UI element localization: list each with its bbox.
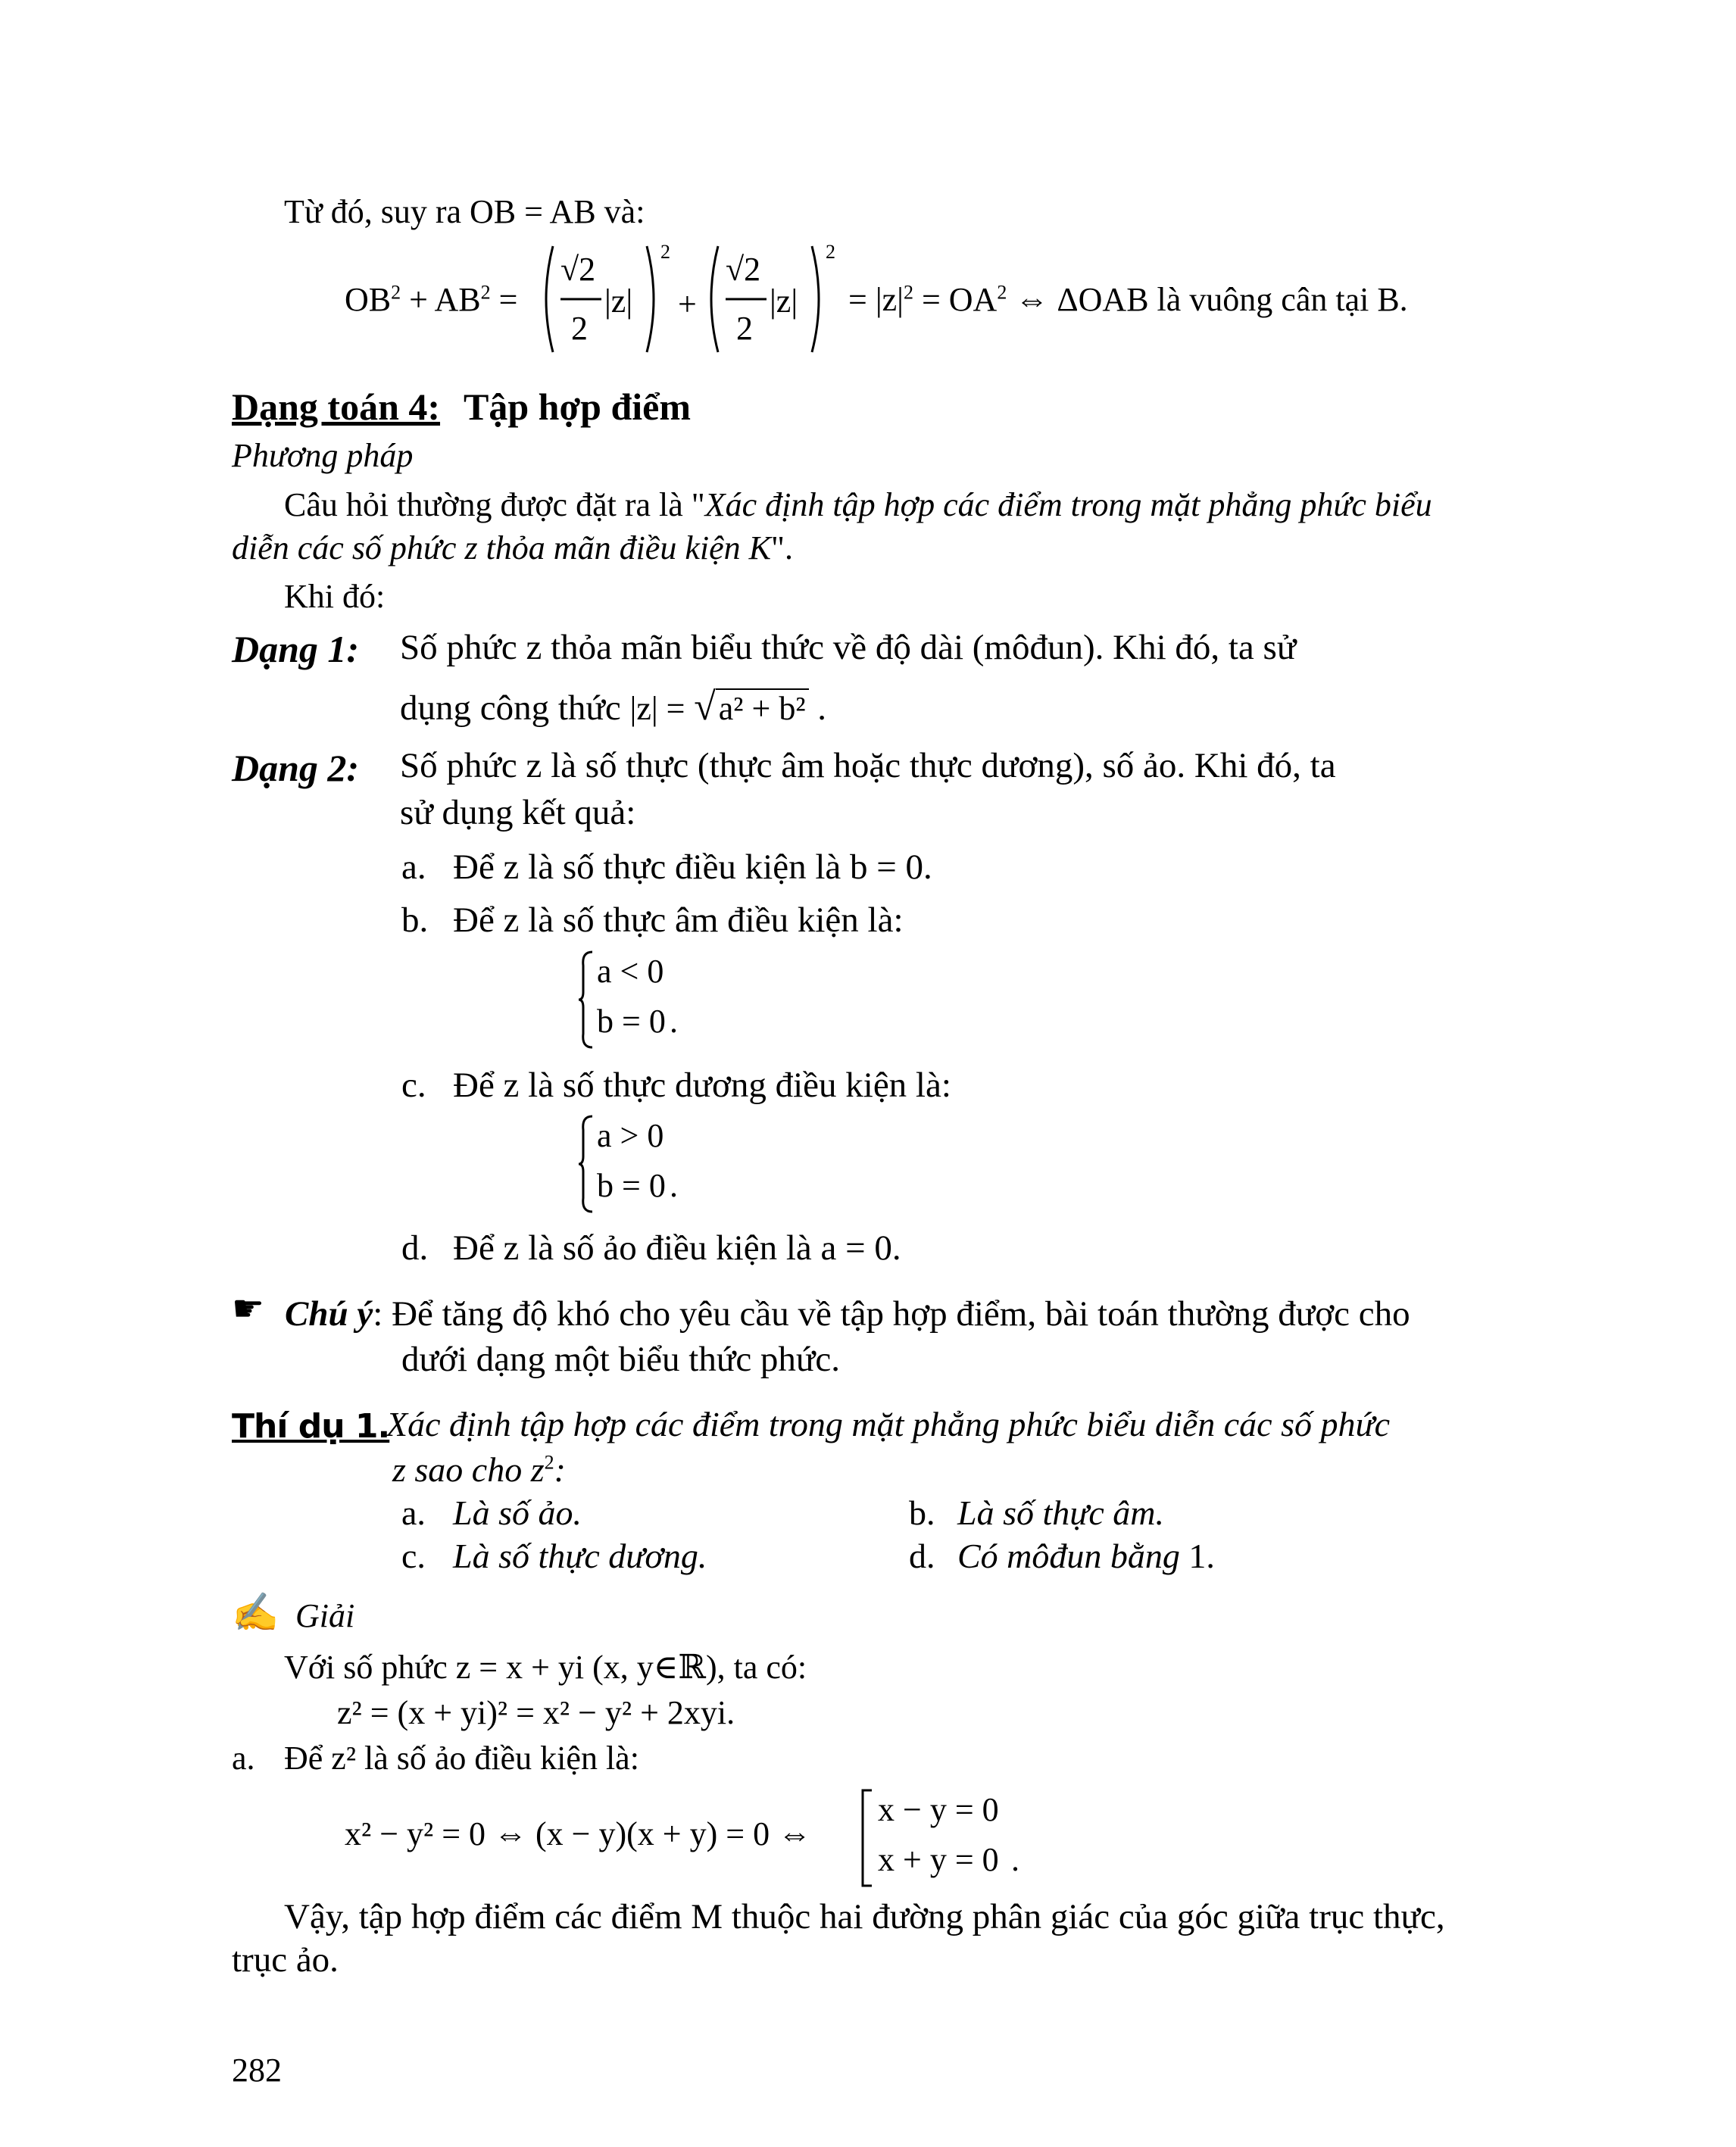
dang2-line1: Số phức z là số thực (thực âm hoặc thực dương), số ảo. Khi đó, ta bbox=[400, 746, 1336, 785]
dang1-line2: dụng công thức |z| = √a² + b² . bbox=[400, 685, 827, 729]
solution-line2: z² = (x + yi)² = x² − y² + 2xyi. bbox=[337, 1694, 735, 1731]
note-line2: dưới dạng một biểu thức phức. bbox=[401, 1340, 841, 1379]
system-c-dot: . bbox=[670, 1167, 678, 1204]
system-b-dot: . bbox=[670, 1003, 678, 1040]
solution-system-line1: x − y = 0 bbox=[878, 1791, 999, 1828]
opt-d-label: d. bbox=[909, 1537, 935, 1575]
opt-d: Có môđun bằng 1. bbox=[957, 1537, 1215, 1575]
dang1-label: Dạng 1: bbox=[232, 628, 360, 670]
absz-2: |z| bbox=[770, 282, 798, 320]
brace-c-icon bbox=[577, 1115, 594, 1213]
opt-c: Là số thực dương. bbox=[453, 1537, 707, 1575]
solution-system-dot: . bbox=[1011, 1841, 1019, 1878]
dang2-line2: sử dụng kết quả: bbox=[400, 793, 636, 832]
section-label: Dạng toán 4: bbox=[232, 385, 441, 428]
solution-system-line2: x + y = 0 bbox=[878, 1841, 999, 1878]
section-title: Tập hợp điểm bbox=[464, 385, 691, 428]
dang2-a-text: Để z là số thực điều kiện là b = 0. bbox=[453, 847, 932, 887]
system-b-line2: b = 0 bbox=[597, 1003, 666, 1040]
sqrt-symbol: √ bbox=[694, 685, 716, 729]
question-line-1: Câu hỏi thường được đặt ra là "Xác định tập hợp các điểm trong mặt phẳng phức biểu bbox=[284, 486, 1432, 523]
system-c-line2: b = 0 bbox=[597, 1167, 666, 1204]
solution-a-label: a. bbox=[232, 1740, 255, 1777]
dang2-label: Dạng 2: bbox=[232, 747, 360, 789]
dang2-a-label: a. bbox=[401, 847, 426, 887]
dang2-d-text: Để z là số ảo điều kiện là a = 0. bbox=[453, 1228, 901, 1268]
sqrt2-num-1: √2 bbox=[560, 251, 596, 288]
opt-b-label: b. bbox=[909, 1493, 935, 1532]
khi-do: Khi đó: bbox=[284, 578, 386, 615]
fraction-group-2 bbox=[704, 242, 826, 356]
system-c-line1: a > 0 bbox=[597, 1117, 664, 1154]
dang2-c-label: c. bbox=[401, 1066, 426, 1105]
sq-1: 2 bbox=[660, 241, 670, 263]
intro-line: Từ đó, suy ra OB = AB và: bbox=[284, 193, 645, 230]
conclusion-line2: trục ảo. bbox=[232, 1940, 339, 1980]
dang2-b-label: b. bbox=[401, 900, 429, 940]
system-b-line1: a < 0 bbox=[597, 953, 664, 990]
solution-line1: Với số phức z = x + yi (x, y∈ℝ), ta có: bbox=[284, 1649, 807, 1686]
den-2: 2 bbox=[736, 310, 753, 347]
sq-2: 2 bbox=[826, 241, 835, 263]
example-label: Thí dụ 1. bbox=[232, 1407, 390, 1446]
method-heading: Phương pháp bbox=[232, 437, 414, 474]
note-line1: Chú ý: Để tăng độ khó cho yêu cầu về tập hợp điểm, bài toán thường được cho bbox=[285, 1294, 1410, 1334]
paren-pair-1 bbox=[539, 242, 660, 356]
brace-b-icon bbox=[577, 950, 594, 1049]
example-line1: Xác định tập hợp các điểm trong mặt phẳng phức biểu diễn các số phức bbox=[386, 1405, 1390, 1443]
paren-pair-2 bbox=[704, 242, 826, 356]
intro-eq-rhs: = $|z|^2 = OA^2$ ⇔ ΔOAB là vuông cân tại B. bbox=[848, 281, 1408, 318]
dang2-d-label: d. bbox=[401, 1228, 429, 1268]
sqrt2-num-2: √2 bbox=[726, 251, 761, 288]
conclusion-line1: Vậy, tập hợp điểm các điểm M thuộc hai đường phân giác của góc giữa trục thực, bbox=[284, 1897, 1445, 1936]
bracket-icon bbox=[860, 1789, 875, 1887]
den-1: 2 bbox=[571, 310, 588, 347]
fraction-group-1 bbox=[539, 242, 660, 356]
solution-a-text: Để z² là số ảo điều kiện là: bbox=[284, 1740, 639, 1777]
plus-1: + bbox=[678, 286, 697, 323]
question-line-2: diễn các số phức z thỏa mãn điều kiện K". bbox=[232, 529, 793, 566]
opt-b: Là số thực âm. bbox=[957, 1493, 1164, 1532]
dang2-b-text: Để z là số thực âm điều kiện là: bbox=[453, 900, 904, 940]
dang2-c-text: Để z là số thực dương điều kiện là: bbox=[453, 1066, 951, 1105]
pointing-hand-icon: ☛ bbox=[232, 1289, 265, 1329]
pen-icon: ✍ bbox=[232, 1591, 279, 1634]
intro-eq-lhs: $OB^2 + AB^2$ = bbox=[345, 281, 518, 318]
solution-label: Giải bbox=[295, 1597, 355, 1634]
solution-eq: x² − y² = 0 ⇔ (x − y)(x + y) = 0 ⇔ bbox=[345, 1815, 812, 1852]
opt-a: Là số ảo. bbox=[453, 1493, 582, 1532]
page-number: 282 bbox=[232, 2052, 282, 2089]
absz-1: |z| bbox=[604, 282, 633, 320]
dang1-line1: Số phức z thỏa mãn biểu thức về độ dài (môđun). Khi đó, ta sử bbox=[400, 628, 1297, 667]
opt-c-label: c. bbox=[401, 1537, 426, 1575]
example-line2: z sao cho $z^2$: bbox=[392, 1450, 566, 1489]
opt-a-label: a. bbox=[401, 1493, 426, 1532]
